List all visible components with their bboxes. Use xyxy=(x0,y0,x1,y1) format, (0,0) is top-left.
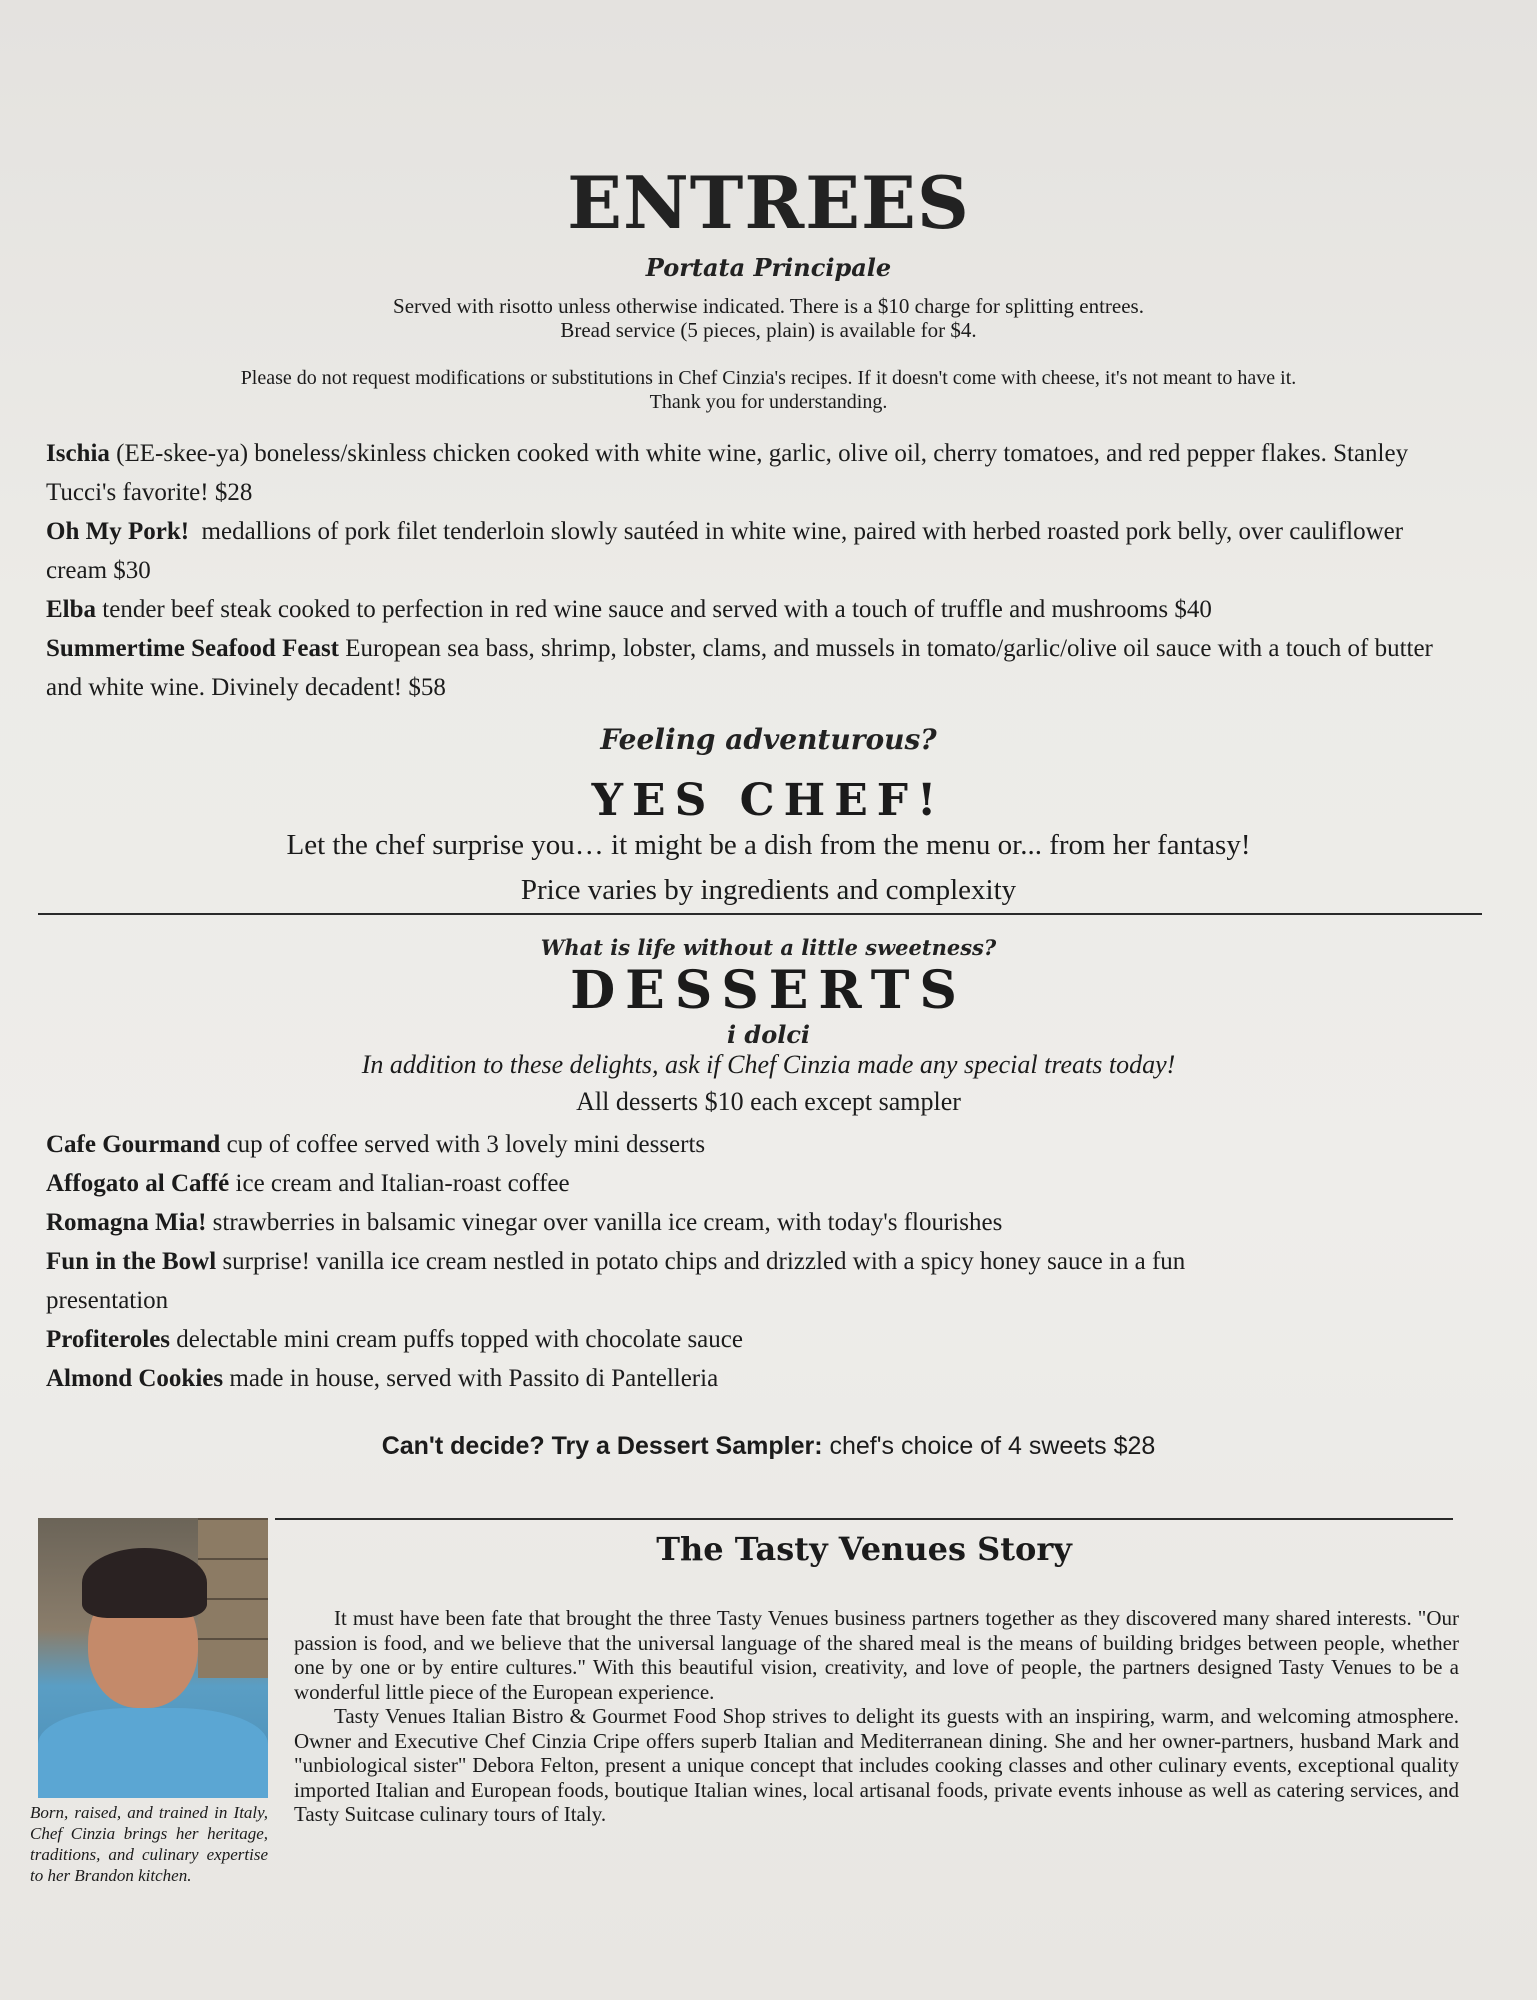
entrees-title: ENTREES xyxy=(567,160,970,245)
dessert-name: Romagna Mia! xyxy=(46,1209,207,1236)
dessert-name: Cafe Gourmand xyxy=(46,1131,221,1158)
entree-desc: tender beef steak cooked to perfection in red wine sauce and served with a touch of truffle and mushrooms $40 xyxy=(96,596,1212,623)
yes-chef-price: Price varies by ingredients and complexity xyxy=(520,874,1017,906)
entree-name: Summertime Seafood Feast xyxy=(46,635,339,662)
sampler-label: Can't decide? Try a Dessert Sampler: xyxy=(381,1432,823,1460)
dessert-desc: made in house, served with Passito di Pantelleria xyxy=(223,1365,719,1392)
desserts-special: In addition to these delights, ask if Chef Cinzia made any special treats today! xyxy=(361,1050,1176,1079)
dessert-desc: delectable mini cream puffs topped with chocolate sauce xyxy=(170,1326,743,1353)
entree-item xyxy=(46,590,1466,629)
yes-chef-title: YES CHEF! xyxy=(591,775,946,826)
entrees-policy-line1: Please do not request modifications or substitutions in Chef Cinzia's recipes. If it doesn't come with cheese, it's not meant to have it. xyxy=(240,367,1297,389)
dessert-item xyxy=(46,1164,1306,1203)
dessert-name: Almond Cookies xyxy=(46,1365,224,1392)
story-body xyxy=(294,1606,1459,1827)
dessert-name: Profiteroles xyxy=(46,1326,171,1353)
desserts-kicker: What is life without a little sweetness? xyxy=(540,935,997,960)
photo-hair xyxy=(82,1548,207,1618)
entree-desc: European sea bass, shrimp, lobster, clams, and mussels in tomato/garlic/olive oil sauce with a touch of butter and white wine. Divinely decadent! $58 xyxy=(46,635,1433,701)
dessert-name: Fun in the Bowl xyxy=(46,1248,217,1275)
dessert-desc: cup of coffee served with 3 lovely mini desserts xyxy=(220,1131,706,1158)
entree-name: Ischia xyxy=(46,440,110,467)
desserts-pricing: All desserts $10 each except sampler xyxy=(576,1087,961,1116)
dessert-item xyxy=(46,1359,1306,1398)
sampler-desc: chef's choice of 4 sweets $28 xyxy=(822,1432,1156,1460)
desserts-title: DESSERTS xyxy=(570,960,967,1021)
dessert-item xyxy=(46,1320,1306,1359)
dessert-name: Affogato al Caffé xyxy=(46,1170,230,1197)
dessert-list xyxy=(46,1125,1306,1398)
entree-desc: medallions of pork filet tenderloin slowly sautéed in white wine, paired with herbed roasted pork belly, over cauliflower cream $30 xyxy=(46,518,1410,584)
section-divider xyxy=(38,913,1482,915)
entree-item xyxy=(46,512,1466,590)
dessert-item xyxy=(46,1203,1306,1242)
chef-photo xyxy=(38,1518,268,1798)
dessert-desc: strawberries in balsamic vinegar over vanilla ice cream, with today's flourishes xyxy=(206,1209,1003,1236)
story-divider xyxy=(275,1518,1453,1520)
entree-name: Oh My Pork! xyxy=(46,518,190,545)
photo-shirt xyxy=(38,1708,268,1798)
entrees-policy xyxy=(0,366,1537,414)
entrees-note xyxy=(0,294,1537,342)
entree-desc: (EE-skee-ya) boneless/skinless chicken cooked with white wine, garlic, olive oil, cherry tomatoes, and red pepper flakes. Stanley Tucci's favorite! $28 xyxy=(46,440,1409,506)
yes-chef-kicker: Feeling adventurous? xyxy=(600,723,937,756)
dessert-desc: ice cream and Italian-roast coffee xyxy=(229,1170,570,1197)
dessert-item xyxy=(46,1125,1306,1164)
entrees-subtitle: Portata Principale xyxy=(645,253,892,282)
entrees-note-line2: Bread service (5 pieces, plain) is available for $4. xyxy=(560,318,977,342)
desserts-subtitle: i dolci xyxy=(726,1020,811,1049)
dessert-item xyxy=(46,1242,1306,1320)
entree-item xyxy=(46,629,1466,707)
entrees-note-line1: Served with risotto unless otherwise indicated. There is a $10 charge for splitting entrees. xyxy=(393,294,1144,318)
dessert-desc: surprise! vanilla ice cream nestled in potato chips and drizzled with a spicy honey sauce in a fun presentation xyxy=(46,1248,1186,1314)
yes-chef-desc: Let the chef surprise you… it might be a dish from the menu or... from her fantasy! xyxy=(286,829,1251,861)
entrees-policy-line2: Thank you for understanding. xyxy=(649,391,888,413)
photo-tiles xyxy=(198,1518,268,1678)
entree-item xyxy=(46,434,1466,512)
story-paragraph: It must have been fate that brought the three Tasty Venues business partners together as they discovered many shared interests. "Our passion is food, and we believe that the universal language of the shared meal is the means of building bridges between people, whether one by one or by entire cultures." With this beautiful vision, creativity, and love of people, the partners designed Tasty Venues to be a wonderful little piece of the European experience. xyxy=(294,1606,1459,1704)
photo-caption: Born, raised, and trained in Italy, Chef Cinzia brings her heritage, traditions, and culinary expertise to her Brandon kitchen. xyxy=(30,1803,268,1885)
entree-list xyxy=(46,434,1466,707)
entree-name: Elba xyxy=(46,596,97,623)
story-title: The Tasty Venues Story xyxy=(656,1530,1072,1568)
story-paragraph: Tasty Venues Italian Bistro & Gourmet Food Shop strives to delight its guests with an inspiring, warm, and welcoming atmosphere. Owner and Executive Chef Cinzia Cripe offers superb Italian and Mediterranean dining. She and her owner-partners, husband Mark and "unbiological sister" Debora Felton, present a unique concept that includes cooking classes and other culinary events, exceptional quality imported Italian and European foods, boutique Italian wines, local artisanal foods, private events inhouse as well as catering services, and Tasty Suitcase culinary tours of Italy. xyxy=(294,1704,1459,1826)
dessert-sampler xyxy=(0,1432,1537,1461)
